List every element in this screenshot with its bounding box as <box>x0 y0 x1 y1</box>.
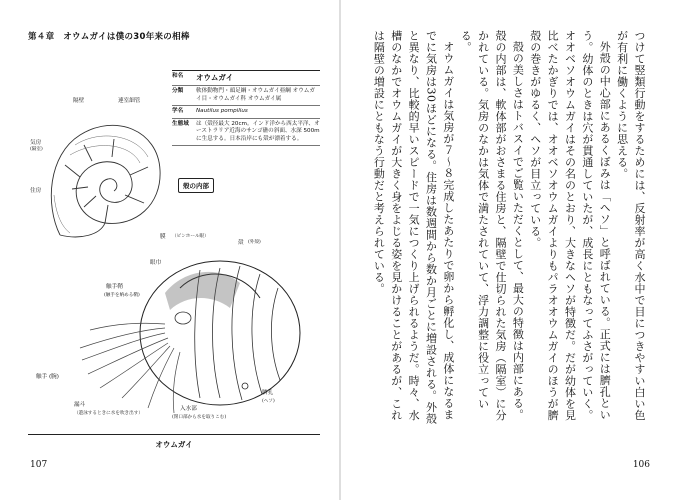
label-hood-sub: （ピンホール眼） <box>172 234 209 239</box>
label-inhalant: 入水部 <box>180 406 197 412</box>
chapter-heading: 第４章 オウムガイは僕の30年来の相棒 <box>28 32 190 42</box>
label-tentacle-sheath-sub: (触手を納める鞘) <box>104 293 140 298</box>
label-shell-sub: (外殻) <box>248 240 261 245</box>
info-row-classification: 分類 軟体動物門・頭足綱・オウムガイ亜綱 オウムガイ目・オウムガイ科 オウムガイ属 <box>172 86 320 106</box>
label-septum: 隔壁 <box>73 98 85 104</box>
page-number-left: 107 <box>30 460 48 470</box>
nautilus-shell-section-illustration <box>40 95 170 245</box>
paragraph: 外殻の中心部にあるくぼみは「ヘソ」と呼ばれている。正式には臍孔という。幼体のときは穴が貫通していたが、成長にともなってふさがっていく。オオベソオウムガイはその名のとおり、大きなヘソが特徴だ。だが幼体を見比べたかぎりでは、オオベソオウムガイよりもパラオオウムガイのほうが臍殻の巻きがゆるく、ヘソが目立っている。 <box>528 30 612 421</box>
label-chamber-sub: (隔室) <box>30 147 43 152</box>
info-row-japanese-name: 和名 オウムガイ <box>172 71 320 86</box>
body-text-vertical <box>370 30 648 430</box>
label-eye: 眼巾 <box>150 260 162 266</box>
label-inhalant-sub: (閉口部から水を取りこむ) <box>172 415 227 420</box>
right-page <box>340 0 680 500</box>
section-label-shell-interior: 殻の内部 <box>178 178 214 193</box>
label-siphuncle: 連室細管 <box>118 98 141 104</box>
figure-caption: オウムガイ <box>28 434 320 450</box>
paragraph: つけて竪類行動をするためには、反射率が高く水中で目につきやすい白い色が有利に働くように思える。 <box>615 30 646 421</box>
label-funnel-sub: （遊泳するときに水を吹き出す） <box>74 411 143 416</box>
label-tentacle-sheath: 触手鞘 <box>106 284 123 290</box>
label-chamber: 気房 <box>30 140 42 146</box>
label-navel: 臍孔 <box>262 390 274 396</box>
label-living-chamber: 住房 <box>30 188 42 194</box>
label-hood: 膜 <box>160 234 166 240</box>
paragraph: オウムガイは気房が７〜８完成したあたりで卵から孵化し、成体になるまでに気房は30ほどになる。住房は数週間から数か月ごとに増設される。外殻と異なり、比較的早いスピードで一気につくり上げられるようだ。時々、水槽のなかでオウムガイが大きく身をよじる姿を見かけることがあるが、これは隔壁の増設にともなう行動だと考えられている。 <box>372 30 455 425</box>
label-shell: 殻 <box>238 240 244 246</box>
species-info-box <box>172 70 320 146</box>
page-number-right: 106 <box>632 460 650 470</box>
paragraph: 殻の美しさはトバスイでご覧いただくとして、最大の特徴は内部にある。殻の内部は、軟体部がおさまる住房と、隔壁で仕切られた気房（隔室）に分かれている。気房のなかは気体で満たされていて、浮力調整に役立っている。 <box>459 30 525 421</box>
info-row-habitat: 生態域 は（殻径最大 20cm。インド洋から西太平洋、オーストラリア近海のサンゴ礁の斜面、水深 500m に生息する。日本沿岸にも殻が漂着する。 <box>172 119 320 147</box>
label-tentacle: 触手 (腕) <box>36 374 59 380</box>
label-funnel: 漏斗 <box>74 402 86 408</box>
info-row-scientific-name: 学名 Nautilus pompilius <box>172 106 320 119</box>
label-navel-sub: (ヘソ) <box>262 399 275 404</box>
